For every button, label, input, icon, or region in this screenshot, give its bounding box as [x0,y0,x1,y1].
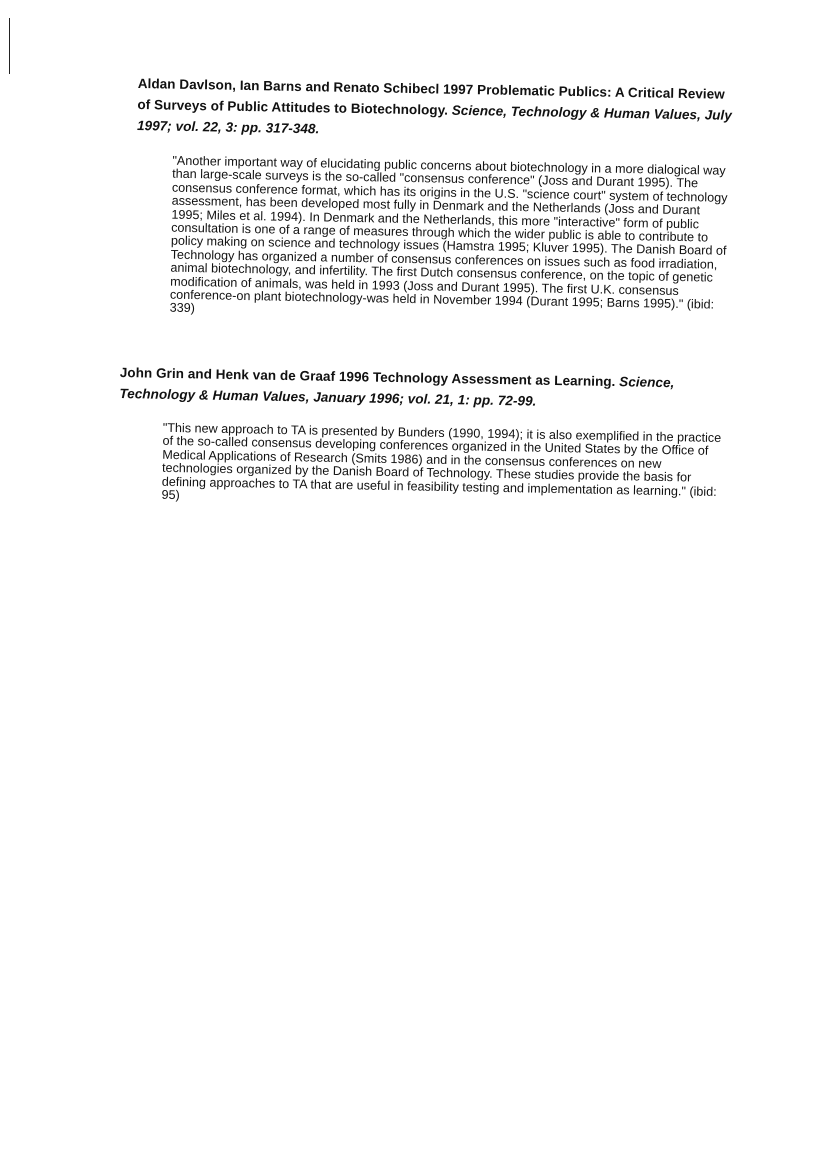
quotation: "This new approach to TA is presented by Bunders (1990, 1994); it is also exemplified in the practice of the so-called consensus developing conferences organized in the United States by the Office of Medical Applications of Research (Smits 1986) and in the consensus conferences on new technologies organized by the Danish Board of Technology. These studies provide the basis for defining approaches to TA that are useful in feasibility testing and implementation as learning." (ibid: 95) [161,420,722,503]
margin-mark [9,18,10,74]
citation [137,73,738,147]
citation-journal: Science, Technology & Human Values, January 1996; vol. 21, 1: pp. 72-99. [119,374,675,409]
citation-authors-title: Aldan Davlson, Ian Barns and Renato Schibecl 1997 Problematic Publics: A Critical Review of Surveys of Public Attitudes to Biotechnology. [137,75,725,118]
citation-authors-title: John Grin and Henk van de Graaf 1996 Technology Assessment as Learning. [119,364,620,390]
citation [119,362,680,414]
quotation: "Another important way of elucidating public concerns about biotechnology in a more dialogical way than large-scale surveys is the so-called "consensus conference" (Joss and Durant 1995). The consensus conference format, which has its origins in the U.S. "science court" system of technology assessment, has been developed most fully in Denmark and the Netherlands (Joss and Durant 1995; Miles et al. 1994). In Denmark and the Netherlands, this more "interactive" form of public consultation is one of a range of measures through which the wider public is able to contribute to policy making on science and technology issues (Hamstra 1995; Kluver 1995). The Danish Board of Technology has organized a number of consensus conferences on issues such as food irradiation, animal biotechnology, and infertility. The first Dutch consensus conference, on the topic of genetic modification of animals, was held in 1993 (Joss and Durant 1995). The first U.K. consensus conference-on plant biotechnology-was held in November 1994 (Durant 1995; Barns 1995)." (ibid: 339) [169,153,728,316]
citation-journal: Science, Technology & Human Values, July 1997; vol. 22, 3: pp. 317-348. [136,102,733,137]
bibliography-entry [134,73,738,326]
bibliography-entry [117,362,722,512]
